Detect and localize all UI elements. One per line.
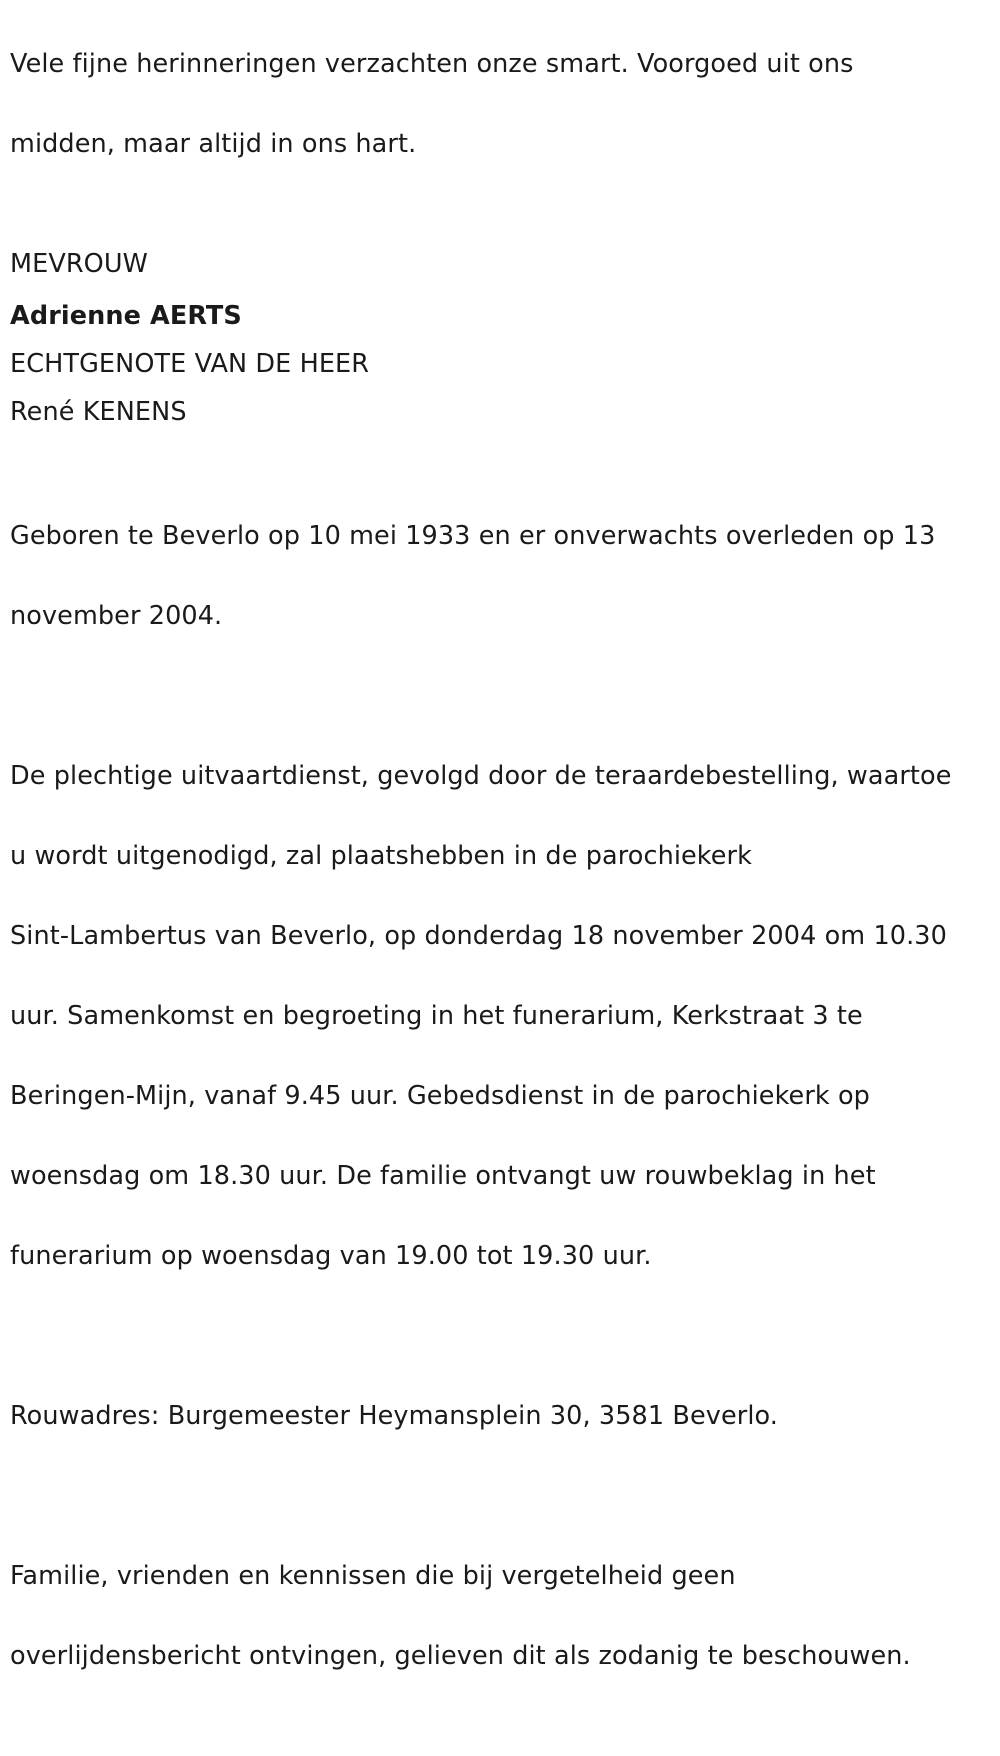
birth-line: Geboren te Beverlo op 10 mei 1933 en er onverwachts overleden op 13: [10, 521, 936, 551]
intro-line: midden, maar altijd in ons hart.: [10, 129, 417, 159]
closing-paragraph: [10, 1516, 995, 1716]
closing-line: overlijdensbericht ontvingen, gelieven dit als zodanig te beschouwen.: [10, 1641, 911, 1671]
closing-line: Familie, vrienden en kennissen die bij vergetelheid geen: [10, 1561, 736, 1591]
spouse-name: René KENENS: [10, 397, 187, 427]
birth-line: november 2004.: [10, 601, 223, 631]
ceremony-line: funerarium op woensdag van 19.00 tot 19.30 uur.: [10, 1241, 652, 1271]
ceremony-line: Sint-Lambertus van Beverlo, op donderdag 18 november 2004 om 10.30: [10, 921, 947, 951]
ceremony-paragraph: [10, 716, 995, 1316]
deceased-name: Adrienne AERTS: [10, 301, 242, 331]
intro-paragraph: [10, 4, 995, 204]
mourning-address: Rouwadres: Burgemeester Heymansplein 30, 3581 Beverlo.: [10, 1401, 778, 1431]
relation-label: ECHTGENOTE VAN DE HEER: [10, 349, 370, 379]
ceremony-line: woensdag om 18.30 uur. De familie ontvangt uw rouwbeklag in het: [10, 1161, 876, 1191]
birth-paragraph: [10, 476, 995, 676]
deceased-block: [10, 244, 995, 436]
obituary-notice: [10, 4, 995, 1756]
ceremony-line: u wordt uitgenodigd, zal plaatshebben in de parochiekerk: [10, 841, 752, 871]
intro-line: Vele fijne herinneringen verzachten onze smart. Voorgoed uit ons: [10, 49, 854, 79]
ceremony-line: uur. Samenkomst en begroeting in het funerarium, Kerkstraat 3 te: [10, 1001, 863, 1031]
honorific: MEVROUW: [10, 249, 148, 279]
ceremony-line: De plechtige uitvaartdienst, gevolgd door de teraardebestelling, waartoe: [10, 761, 952, 791]
ceremony-line: Beringen-Mijn, vanaf 9.45 uur. Gebedsdienst in de parochiekerk op: [10, 1081, 870, 1111]
address-paragraph: [10, 1356, 995, 1476]
